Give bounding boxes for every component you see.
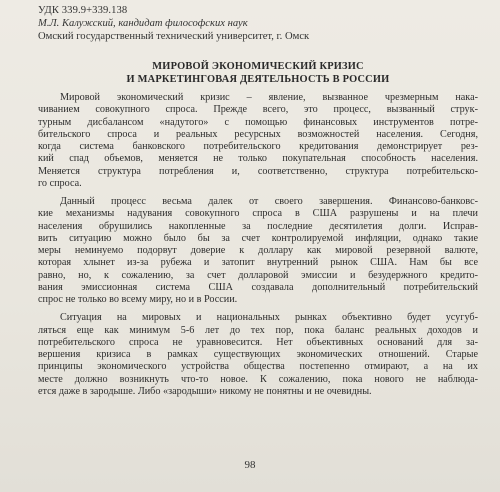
- udk-code: УДК 339.9+339.138: [38, 5, 128, 16]
- article-title: [38, 60, 478, 86]
- text-line: принципы экономического устройства общества постепенно отмирают, а на их: [38, 361, 478, 373]
- paragraph-1: [38, 92, 478, 190]
- title-line-1: МИРОВОЙ ЭКОНОМИЧЕСКИЙ КРИЗИС: [152, 61, 364, 72]
- affiliation-line: Омский государственный технический университет, г. Омск: [38, 31, 310, 42]
- text-line: Данный процесс весьма далек от своего завершения. Финансово-банковс-: [60, 196, 478, 207]
- text-line: бительского спроса и реальных ресурсных возможностей населения. Сегодня,: [38, 128, 478, 140]
- text-line: вершения кризиса в рамках существующих экономических отношений. Старые: [38, 349, 478, 360]
- text-line: чиванием совокупного спроса. Прежде всего, это процесс, вызванный струк-: [38, 104, 478, 116]
- paragraph-2: [38, 196, 478, 306]
- text-line: Меняется структура потребления и, соответственно, структура потребительско-: [38, 165, 478, 177]
- text-line: населения обрушились накопленные за последние десятилетия долги. Исправ-: [38, 220, 478, 232]
- text-line: Ситуация на мировых и национальных рынках объективно будет усугуб-: [60, 312, 478, 324]
- article-body: [38, 92, 478, 398]
- author-line: М.Л. Калужский, кандидат философских наук: [38, 18, 248, 29]
- text-line: спрос не только во всему миру, но и в России.: [38, 294, 238, 305]
- text-line: вания эмиссионная система США создавала дополнительный потребительский: [38, 281, 478, 293]
- text-line: когда система банковского потребительского кредитования демонстрирует рез-: [38, 141, 478, 152]
- text-line: кие механизмы надувания совокупного спроса в США разрушены и на плечи: [38, 208, 478, 220]
- text-line: вить ситуацию можно было бы за счет контролируемой инфляции, однако такие: [38, 232, 478, 244]
- text-line: месте должно возникнуть что-то новое. К сожалению, пока нового не наблюда-: [38, 373, 478, 385]
- text-line: равно, но, к сожалению, за счет долларовой эмиссии и безудержного кредито-: [38, 269, 478, 281]
- article-header: [38, 4, 478, 43]
- text-line: кий спад объемов, меняется не только покупательная способность населения.: [38, 153, 478, 165]
- text-line: потребительского спроса не уравновесится. Нет объективных оснований для за-: [38, 336, 478, 348]
- text-line: которая хлынет из-за рубежа и затопит внутренний рынок США. Нам бы все: [38, 257, 478, 269]
- text-line: го спроса.: [38, 177, 82, 189]
- page-number: 98: [244, 459, 256, 471]
- text-line: турным дисбалансом «надутого» с помощью финансовых инструментов потре-: [38, 116, 478, 128]
- text-line: ляться еще как минимум 5-6 лет до тех пор, пока баланс реальных доходов и: [38, 324, 478, 336]
- text-line: меры неминуемо подорвут доверие к доллару как мировой резервной валюте,: [38, 245, 478, 256]
- paragraph-3: [38, 312, 478, 398]
- text-line: Мировой экономический кризис – явление, вызванное чрезмерным нака-: [60, 92, 478, 103]
- title-line-2: И МАРКЕТИНГОВАЯ ДЕЯТЕЛЬНОСТЬ В РОССИИ: [126, 74, 390, 85]
- text-line: ется даже в зародыше. Либо «зародыши» никому не понятны и не очевидны.: [38, 385, 372, 397]
